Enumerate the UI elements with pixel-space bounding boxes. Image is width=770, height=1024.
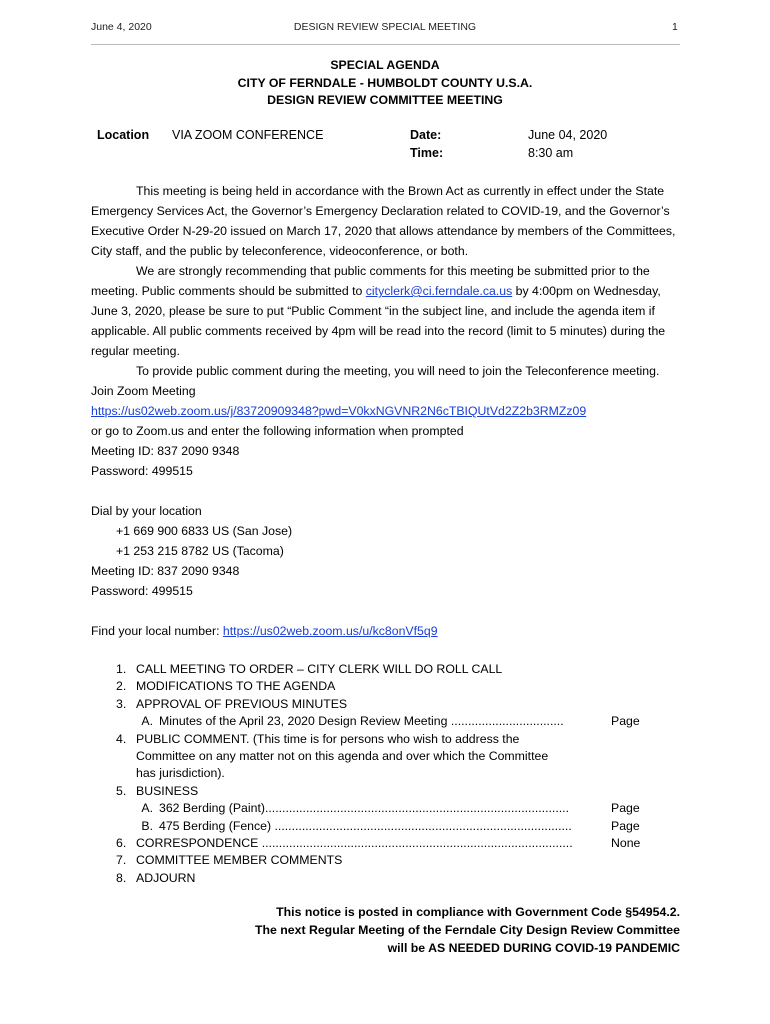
title-line-3: DESIGN REVIEW COMMITTEE MEETING xyxy=(267,93,503,107)
title-line-2: CITY OF FERNDALE - HUMBOLDT COUNTY U.S.A. xyxy=(237,75,533,90)
title-line-1: SPECIAL AGENDA xyxy=(330,58,440,72)
agenda-title-block xyxy=(0,57,770,110)
brown-act-paragraph: This meeting is being held in accordance with the Brown Act as currently in effect under the State Emergency Services Act, the Governor’s Emergency Declaration related to COVID-19, and the Governor’s Executive Order N-29-20 issued on March 17, 2020 that allows attendance by members of the Committees, City staff, and the public by teleconference, videoconference, or both. xyxy=(91,184,676,258)
time-value: 8:30 am xyxy=(528,146,574,160)
compliance-notice xyxy=(255,903,680,957)
agenda-item: 7. COMMITTEE MEMBER COMMENTS xyxy=(116,853,343,868)
agenda-item: 5. BUSINESS xyxy=(116,783,199,798)
header-title: DESIGN REVIEW SPECIAL MEETING xyxy=(293,21,477,33)
dial-by-location-label: Dial by your location xyxy=(91,504,202,518)
agenda-subitem: A. Minutes of the April 23, 2020 Design Review Meeting ................................. Page xyxy=(91,713,681,730)
local-number-link[interactable]: https://us02web.zoom.us/u/kc8onVf5q9 xyxy=(222,624,438,638)
location-value: VIA ZOOM CONFERENCE xyxy=(172,128,324,142)
page-reference: Page xyxy=(611,714,640,729)
notice-line-2: The next Regular Meeting of the Ferndale City Design Review Committee xyxy=(254,923,680,937)
teleconference-paragraph: To provide public comment during the meeting, you will need to join the Teleconference meeting. xyxy=(136,364,660,378)
meeting-id-dial: Meeting ID: 837 2090 9348 xyxy=(91,564,240,578)
page-reference: Page xyxy=(611,801,640,816)
agenda-item: 4. PUBLIC COMMENT. (This time is for persons who wish to address the Committee on any matter not on this agenda and over which the Committee has jurisdiction). xyxy=(116,731,549,781)
time-label: Time: xyxy=(410,146,444,160)
city-clerk-email-link[interactable]: cityclerk@ci.ferndale.ca.us xyxy=(365,284,513,298)
notice-line-3: will be AS NEEDED DURING COVID-19 PANDEMIC xyxy=(387,941,680,955)
notice-line-1: This notice is posted in compliance with Government Code §54954.2. xyxy=(276,905,680,919)
agenda-item: 8. ADJOURN xyxy=(116,870,196,885)
zoom-meeting-link[interactable]: https://us02web.zoom.us/j/83720909348?pwd=V0kxNGVNR2N6cTBIQUtVd2Z2b3RMZz09 xyxy=(91,404,587,418)
date-label: Date: xyxy=(410,128,442,142)
agenda-item: 1. CALL MEETING TO ORDER – CITY CLERK WILL DO ROLL CALL xyxy=(116,662,503,676)
page-reference: Page xyxy=(611,818,640,833)
agenda-subitem: B. 475 Berding (Fence) ....................................................................................... Page xyxy=(91,818,681,835)
agenda-item: 6. CORRESPONDENCE ........................................................................................... None xyxy=(91,835,681,852)
meeting-body xyxy=(91,181,681,641)
header-divider xyxy=(91,44,680,45)
meeting-password: Password: 499515 xyxy=(91,464,193,478)
page-reference: None xyxy=(611,836,641,851)
meeting-password-dial: Password: 499515 xyxy=(91,584,193,598)
header-page-number: 1 xyxy=(672,21,678,33)
phone-tacoma: +1 253 215 8782 US (Tacoma) xyxy=(116,544,284,558)
goto-zoom-text: or go to Zoom.us and enter the following information when prompted xyxy=(91,424,464,438)
header-date: June 4, 2020 xyxy=(91,21,152,33)
join-zoom-label: Join Zoom Meeting xyxy=(91,384,196,398)
agenda-item: 2. MODIFICATIONS TO THE AGENDA xyxy=(116,679,336,694)
date-value: June 04, 2020 xyxy=(528,128,608,142)
phone-san-jose: +1 669 900 6833 US (San Jose) xyxy=(116,524,293,538)
agenda-list xyxy=(91,661,681,887)
location-label: Location xyxy=(97,128,150,142)
find-local-number: Find your local number: https://us02web.zoom.us/u/kc8onVf5q9 xyxy=(91,624,438,638)
agenda-item: 3. APPROVAL OF PREVIOUS MINUTES xyxy=(116,696,348,711)
public-comment-paragraph: We are strongly recommending that public comments for this meeting be submitted prior to the meeting. Public comments should be submitted to cityclerk@ci.ferndale.ca.us by 4:00pm on Wednesday, June 3, 2020, please be sure to put “Public Comment “in the subject line, and include the agenda item if applicable. All public comments received by 4pm will be read into the record (limit to 5 minutes) during the regular meeting. xyxy=(91,264,666,358)
meeting-id: Meeting ID: 837 2090 9348 xyxy=(91,444,240,458)
agenda-subitem: A. 362 Berding (Paint)......................................................................................... Page xyxy=(91,800,681,817)
